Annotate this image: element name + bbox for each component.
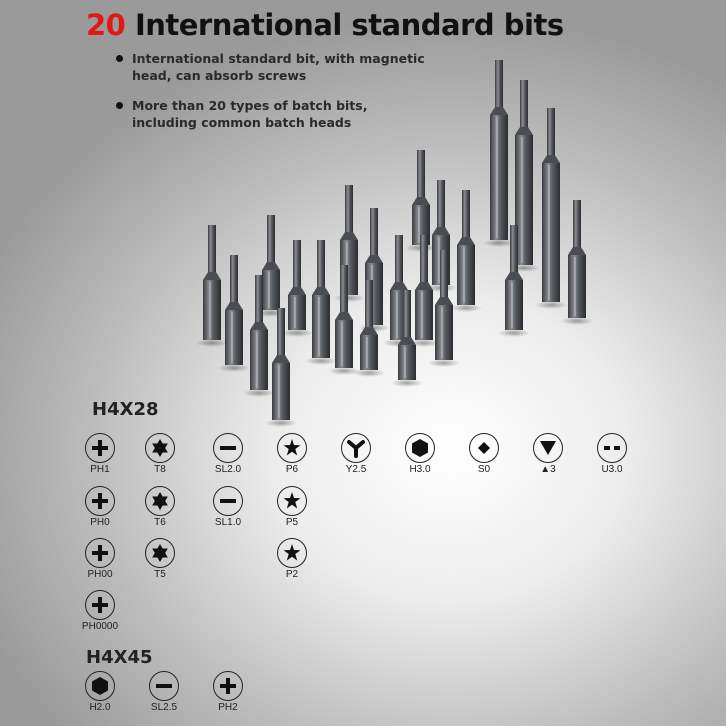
bit-type-sl25-h4x45: [134, 671, 194, 714]
bit-shape: [450, 190, 482, 312]
bit-type-label: PH00: [87, 569, 113, 580]
bit-type-label: T6: [154, 517, 166, 528]
bit-type-label: S0: [477, 464, 491, 475]
bit-type-label: PH1: [90, 464, 110, 475]
bit-type-label: T5: [154, 569, 166, 580]
bit-type-label: U3.0: [601, 464, 623, 475]
bit-type-t6-h4x28: [130, 486, 190, 529]
bit-type-s0-h4x28: [454, 433, 514, 476]
bit-type-label: P5: [285, 517, 299, 528]
bit-type-u30-h4x28: [582, 433, 642, 476]
bit-type-label: SL2.5: [150, 702, 178, 713]
bit-type-label: SL2.0: [214, 464, 242, 475]
pentalobe-icon: [277, 486, 307, 516]
bit-type-ph1-h4x28: [70, 433, 130, 476]
bit-type-h30-h4x28: [390, 433, 450, 476]
torx-icon: [145, 433, 175, 463]
section-title-h4x28: H4X28: [92, 399, 159, 420]
slotted-icon: [213, 433, 243, 463]
bit-shape: [305, 240, 337, 365]
phillips-icon: [85, 486, 115, 516]
u-shape-icon: [597, 433, 627, 463]
bit-shape: [483, 60, 515, 247]
bit-type-label: H2.0: [89, 702, 111, 713]
tri-wing-icon: [341, 433, 371, 463]
feature-line: International standard bit, with magnetic: [132, 51, 425, 66]
bit-type-label: T8: [154, 464, 166, 475]
feature-line: head, can absorb screws: [132, 68, 307, 83]
slotted-icon: [149, 671, 179, 701]
bit-type-h20-h4x45: [70, 671, 130, 714]
torx-icon: [145, 538, 175, 568]
bit-type-ph2-h4x45: [198, 671, 258, 714]
section-title-h4x45: H4X45: [86, 647, 153, 668]
phillips-icon: [85, 433, 115, 463]
bit-shape: [333, 185, 365, 302]
phillips-icon: [85, 590, 115, 620]
bit-type-ph00-h4x28: [70, 538, 130, 581]
title-text: International standard bits: [134, 8, 564, 42]
phillips-icon: [85, 538, 115, 568]
bit-type-ph0-h4x28: [70, 486, 130, 529]
bit-type-t8-h4x28: [130, 433, 190, 476]
bit-shape: [196, 225, 228, 347]
feature-line: including common batch heads: [132, 115, 352, 130]
bit-shape: [535, 108, 567, 309]
bit-type-label: PH0000: [81, 621, 119, 632]
bit-type-ph0000-h4x28: [70, 590, 130, 633]
bit-type-label: SL1.0: [214, 517, 242, 528]
bit-type-3-h4x28: [518, 433, 578, 476]
pentalobe-icon: [277, 538, 307, 568]
bit-shape: [281, 240, 313, 337]
hex-icon: [85, 671, 115, 701]
torx-icon: [145, 486, 175, 516]
bit-type-p5-h4x28: [262, 486, 322, 529]
bit-type-label: P6: [285, 464, 299, 475]
feature-line: More than 20 types of batch bits,: [132, 98, 368, 113]
bit-type-label: ▲3: [540, 464, 556, 475]
bit-type-sl20-h4x28: [198, 433, 258, 476]
bit-type-y25-h4x28: [326, 433, 386, 476]
triangle-icon: [533, 433, 563, 463]
bit-type-p2-h4x28: [262, 538, 322, 581]
bit-type-sl10-h4x28: [198, 486, 258, 529]
bit-type-p6-h4x28: [262, 433, 322, 476]
square-icon: [469, 433, 499, 463]
title-number: 20: [86, 8, 126, 42]
pentalobe-icon: [277, 433, 307, 463]
phillips-icon: [213, 671, 243, 701]
bit-shape: [218, 255, 250, 372]
page-title: [86, 8, 564, 42]
hex-icon: [405, 433, 435, 463]
bit-type-label: H3.0: [409, 464, 431, 475]
bit-shape: [358, 208, 390, 332]
bit-type-t5-h4x28: [130, 538, 190, 581]
bit-type-label: PH0: [90, 517, 110, 528]
bit-type-label: Y2.5: [345, 464, 367, 475]
bits-illustration: [150, 40, 610, 430]
bit-type-label: PH2: [218, 702, 238, 713]
slotted-icon: [213, 486, 243, 516]
bit-type-label: P2: [285, 569, 299, 580]
